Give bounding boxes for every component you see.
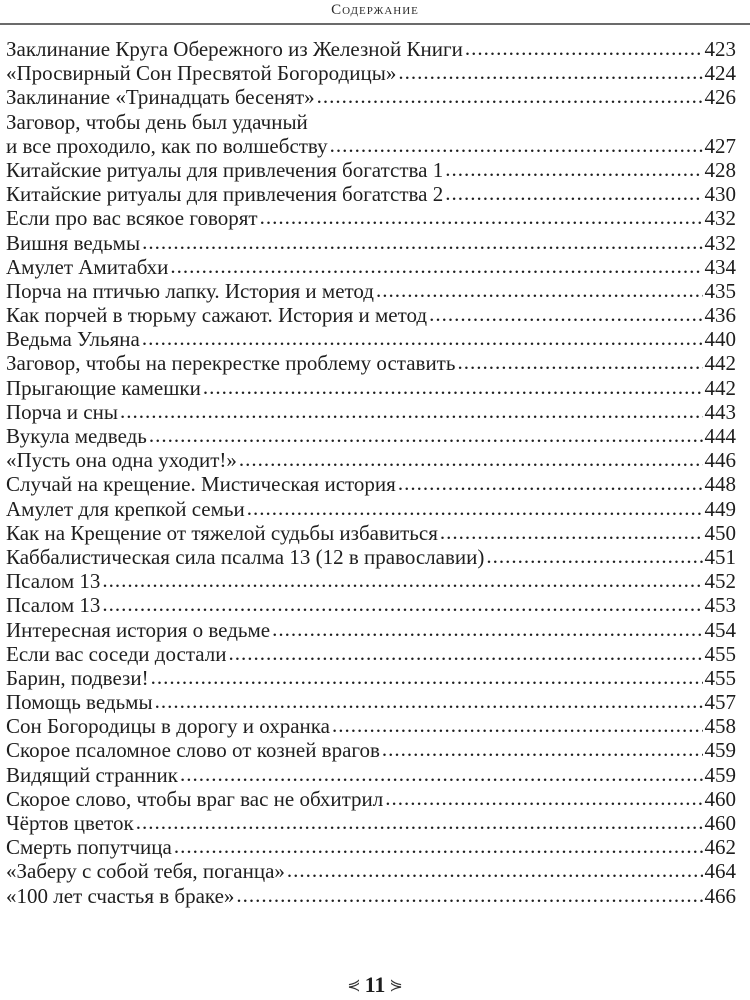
dot-leader bbox=[465, 36, 703, 60]
toc-entry[interactable] bbox=[6, 497, 736, 521]
toc-entry[interactable] bbox=[6, 545, 736, 569]
toc-entry-line bbox=[6, 835, 736, 859]
toc-entry-page: 449 bbox=[704, 496, 736, 521]
toc-entry[interactable] bbox=[6, 884, 736, 908]
toc-entry-title: Китайские ритуалы для привлечения богатства 1 bbox=[6, 157, 444, 182]
dot-leader bbox=[457, 350, 702, 374]
toc-entry-line bbox=[6, 884, 736, 908]
toc-entry-title: Если вас соседи достали bbox=[6, 641, 227, 666]
toc-entry-title: Скорое псаломное слово от козней врагов bbox=[6, 738, 380, 763]
header-title: Содержание bbox=[331, 2, 419, 18]
toc-entry-line bbox=[6, 763, 736, 787]
toc-entry-page: 442 bbox=[704, 351, 736, 376]
dot-leader bbox=[102, 592, 702, 616]
dot-leader bbox=[486, 544, 702, 568]
toc-entry-title: и все проходило, как по волшебству bbox=[6, 133, 328, 158]
toc-entry-line bbox=[6, 134, 736, 158]
toc-entry-title: Случай на крещение. Мистическая история bbox=[6, 472, 396, 497]
toc-entry[interactable] bbox=[6, 279, 736, 303]
dot-leader bbox=[317, 84, 703, 108]
toc-entry-page: 460 bbox=[704, 786, 736, 811]
toc-entry-title: Порча на птичью лапку. История и метод bbox=[6, 278, 374, 303]
toc-entry-page: 457 bbox=[704, 690, 736, 715]
toc-entry-page: 428 bbox=[704, 157, 736, 182]
toc-entry[interactable] bbox=[6, 738, 736, 762]
toc-entry-page: 459 bbox=[704, 762, 736, 787]
toc-entry-line bbox=[6, 85, 736, 109]
toc-entry-page: 450 bbox=[704, 520, 736, 545]
table-of-contents bbox=[6, 37, 736, 908]
toc-entry-page: 466 bbox=[704, 883, 736, 908]
toc-entry-page: 434 bbox=[704, 254, 736, 279]
toc-entry[interactable] bbox=[6, 303, 736, 327]
toc-entry-page: 455 bbox=[704, 665, 736, 690]
running-header bbox=[0, 0, 750, 26]
toc-entry-line bbox=[6, 787, 736, 811]
dot-leader bbox=[174, 834, 703, 858]
toc-entry-line bbox=[6, 424, 736, 448]
dot-leader bbox=[203, 375, 703, 399]
toc-entry[interactable] bbox=[6, 787, 736, 811]
toc-entry-line bbox=[6, 37, 736, 61]
toc-entry-line bbox=[6, 618, 736, 642]
toc-entry[interactable] bbox=[6, 569, 736, 593]
dot-leader bbox=[170, 254, 702, 278]
toc-entry-page: 453 bbox=[704, 593, 736, 618]
dot-leader bbox=[429, 302, 702, 326]
dot-leader bbox=[330, 133, 703, 157]
toc-entry-line bbox=[6, 811, 736, 835]
dot-leader bbox=[149, 423, 703, 447]
toc-entry-title: «Пусть она одна уходит!» bbox=[6, 448, 237, 473]
toc-entry[interactable] bbox=[6, 472, 736, 496]
toc-entry-line bbox=[6, 206, 736, 230]
dot-leader bbox=[382, 737, 703, 761]
toc-entry-title: Амулет Амитабхи bbox=[6, 254, 169, 279]
toc-entry-line bbox=[6, 642, 736, 666]
toc-entry[interactable] bbox=[6, 110, 736, 158]
toc-entry-page: 451 bbox=[704, 544, 736, 569]
toc-entry-title: Если про вас всякое говорят bbox=[6, 206, 258, 231]
toc-entry-line bbox=[6, 400, 736, 424]
toc-entry-page: 442 bbox=[704, 375, 736, 400]
dot-leader bbox=[236, 883, 702, 907]
toc-entry-line bbox=[6, 593, 736, 617]
toc-entry-title: Китайские ритуалы для привлечения богатства 2 bbox=[6, 182, 444, 207]
toc-entry-page: 452 bbox=[704, 569, 736, 594]
toc-entry-title: Видящий странник bbox=[6, 762, 178, 787]
toc-entry[interactable] bbox=[6, 231, 736, 255]
toc-entry-title: «Заберу с собой тебя, поганца» bbox=[6, 859, 285, 884]
toc-entry[interactable] bbox=[6, 666, 736, 690]
toc-entry-line bbox=[6, 521, 736, 545]
toc-entry-title: Прыгающие камешки bbox=[6, 375, 201, 400]
toc-entry-page: 423 bbox=[704, 37, 736, 61]
toc-entry-page: 432 bbox=[704, 206, 736, 231]
toc-entry[interactable] bbox=[6, 61, 736, 85]
toc-entry-line bbox=[6, 666, 736, 690]
toc-entry-title: «Просвирный Сон Пресвятой Богородицы» bbox=[6, 61, 397, 86]
toc-entry-line bbox=[6, 351, 736, 375]
toc-entry[interactable] bbox=[6, 158, 736, 182]
toc-entry-page: 448 bbox=[704, 472, 736, 497]
ornament-left-icon: ⋞ bbox=[347, 977, 361, 994]
toc-entry-line bbox=[6, 472, 736, 496]
toc-entry-title: Смерть попутчица bbox=[6, 835, 172, 860]
toc-entry-title: Скорое слово, чтобы враг вас не обхитрил bbox=[6, 786, 384, 811]
toc-entry-page: 430 bbox=[704, 182, 736, 207]
dot-leader bbox=[180, 762, 703, 786]
toc-entry-page: 446 bbox=[704, 448, 736, 473]
toc-entry-line bbox=[6, 61, 736, 85]
toc-entry[interactable] bbox=[6, 37, 736, 61]
dot-leader bbox=[385, 786, 702, 810]
toc-entry-title: Как на Крещение от тяжелой судьбы избавиться bbox=[6, 520, 438, 545]
toc-entry-page: 432 bbox=[704, 230, 736, 255]
toc-entry-page: 435 bbox=[704, 278, 736, 303]
toc-entry-page: 443 bbox=[704, 399, 736, 424]
toc-entry-line bbox=[6, 327, 736, 351]
toc-entry-title: Амулет для крепкой семьи bbox=[6, 496, 245, 521]
toc-entry-page: 454 bbox=[704, 617, 736, 642]
toc-entry-line bbox=[6, 279, 736, 303]
toc-entry-title: Порча и сны bbox=[6, 399, 118, 424]
toc-entry-title: Ведьма Ульяна bbox=[6, 327, 140, 352]
toc-entry[interactable] bbox=[6, 811, 736, 835]
toc-entry-line bbox=[6, 714, 736, 738]
toc-entry-title: Вишня ведьмы bbox=[6, 230, 141, 255]
header-rule bbox=[0, 23, 750, 25]
dot-leader bbox=[228, 641, 702, 665]
toc-entry-line bbox=[6, 545, 736, 569]
toc-entry[interactable] bbox=[6, 690, 736, 714]
toc-entry[interactable] bbox=[6, 85, 736, 109]
toc-entry-page: 458 bbox=[704, 714, 736, 739]
toc-entry-line bbox=[6, 569, 736, 593]
toc-entry-title: Как порчей в тюрьму сажают. История и метод bbox=[6, 303, 428, 328]
toc-entry-page: 426 bbox=[704, 85, 736, 110]
dot-leader bbox=[445, 157, 702, 181]
toc-entry[interactable] bbox=[6, 400, 736, 424]
toc-entry[interactable] bbox=[6, 424, 736, 448]
dot-leader bbox=[332, 713, 702, 737]
dot-leader bbox=[398, 60, 702, 84]
toc-entry-line bbox=[6, 690, 736, 714]
toc-entry[interactable] bbox=[6, 182, 736, 206]
dot-leader bbox=[440, 520, 703, 544]
toc-entry[interactable] bbox=[6, 255, 736, 279]
toc-entry-page: 459 bbox=[704, 738, 736, 763]
page-footer bbox=[0, 972, 750, 998]
toc-entry-page: 444 bbox=[704, 424, 736, 449]
toc-entry-title: Заклинание «Тринадцать бесенят» bbox=[6, 85, 315, 110]
dot-leader bbox=[120, 399, 703, 423]
toc-entry-page: 455 bbox=[704, 641, 736, 666]
dot-leader bbox=[142, 326, 703, 350]
toc-entry[interactable] bbox=[6, 835, 736, 859]
toc-entry-title: Каббалистическая сила псалма 13 (12 в православии) bbox=[6, 544, 485, 569]
toc-entry-line bbox=[6, 738, 736, 762]
toc-entry-page: 462 bbox=[704, 835, 736, 860]
dot-leader bbox=[136, 810, 703, 834]
toc-entry[interactable] bbox=[6, 763, 736, 787]
dot-leader bbox=[445, 181, 702, 205]
toc-entry[interactable] bbox=[6, 376, 736, 400]
toc-entry[interactable] bbox=[6, 327, 736, 351]
toc-entry-line bbox=[6, 376, 736, 400]
toc-entry-title: Заговор, чтобы на перекрестке проблему оставить bbox=[6, 351, 456, 376]
toc-entry-line bbox=[6, 303, 736, 327]
toc-entry[interactable] bbox=[6, 351, 736, 375]
toc-entry-line bbox=[6, 231, 736, 255]
toc-entry-page: 427 bbox=[704, 133, 736, 158]
dot-leader bbox=[272, 617, 702, 641]
toc-entry-title: Псалом 13 bbox=[6, 593, 101, 618]
toc-entry[interactable] bbox=[6, 859, 736, 883]
toc-entry[interactable] bbox=[6, 448, 736, 472]
toc-entry-page: 464 bbox=[704, 859, 736, 884]
toc-entry-line bbox=[6, 497, 736, 521]
toc-entry-line bbox=[6, 448, 736, 472]
dot-leader bbox=[260, 205, 703, 229]
dot-leader bbox=[155, 689, 703, 713]
dot-leader bbox=[376, 278, 703, 302]
toc-entry-page: 424 bbox=[704, 61, 736, 86]
toc-entry-title: «100 лет счастья в браке» bbox=[6, 883, 235, 908]
toc-entry-line bbox=[6, 859, 736, 883]
toc-entry-title: Чёртов цветок bbox=[6, 811, 134, 836]
toc-entry-title: Помощь ведьмы bbox=[6, 690, 153, 715]
dot-leader bbox=[239, 447, 703, 471]
toc-entry-line bbox=[6, 182, 736, 206]
toc-entry-title: Заклинание Круга Обережного из Железной Книги bbox=[6, 37, 463, 61]
toc-entry[interactable] bbox=[6, 714, 736, 738]
toc-entry-page: 440 bbox=[704, 327, 736, 352]
toc-entry-title-line1: Заговор, чтобы день был удачный bbox=[6, 109, 308, 134]
toc-entry-title: Вукула медведь bbox=[6, 424, 147, 449]
dot-leader bbox=[151, 665, 703, 689]
toc-entry[interactable] bbox=[6, 593, 736, 617]
dot-leader bbox=[247, 496, 703, 520]
dot-leader bbox=[102, 568, 702, 592]
toc-entry-line bbox=[6, 255, 736, 279]
toc-entry-title: Интересная история о ведьме bbox=[6, 617, 271, 642]
toc-entry[interactable] bbox=[6, 642, 736, 666]
toc-entry-title: Барин, подвези! bbox=[6, 665, 149, 690]
toc-entry-title: Псалом 13 bbox=[6, 569, 101, 594]
dot-leader bbox=[142, 230, 702, 254]
dot-leader bbox=[398, 471, 703, 495]
toc-entry[interactable] bbox=[6, 521, 736, 545]
toc-entry[interactable] bbox=[6, 618, 736, 642]
toc-entry-line bbox=[6, 158, 736, 182]
toc-entry-title: Сон Богородицы в дорогу и охранка bbox=[6, 714, 331, 739]
toc-entry-page: 436 bbox=[704, 303, 736, 328]
toc-entry[interactable] bbox=[6, 206, 736, 230]
toc-entry-page: 460 bbox=[704, 811, 736, 836]
ornament-right-icon: ⋟ bbox=[389, 977, 403, 994]
page-number: 11 bbox=[364, 972, 386, 997]
dot-leader bbox=[287, 858, 703, 882]
